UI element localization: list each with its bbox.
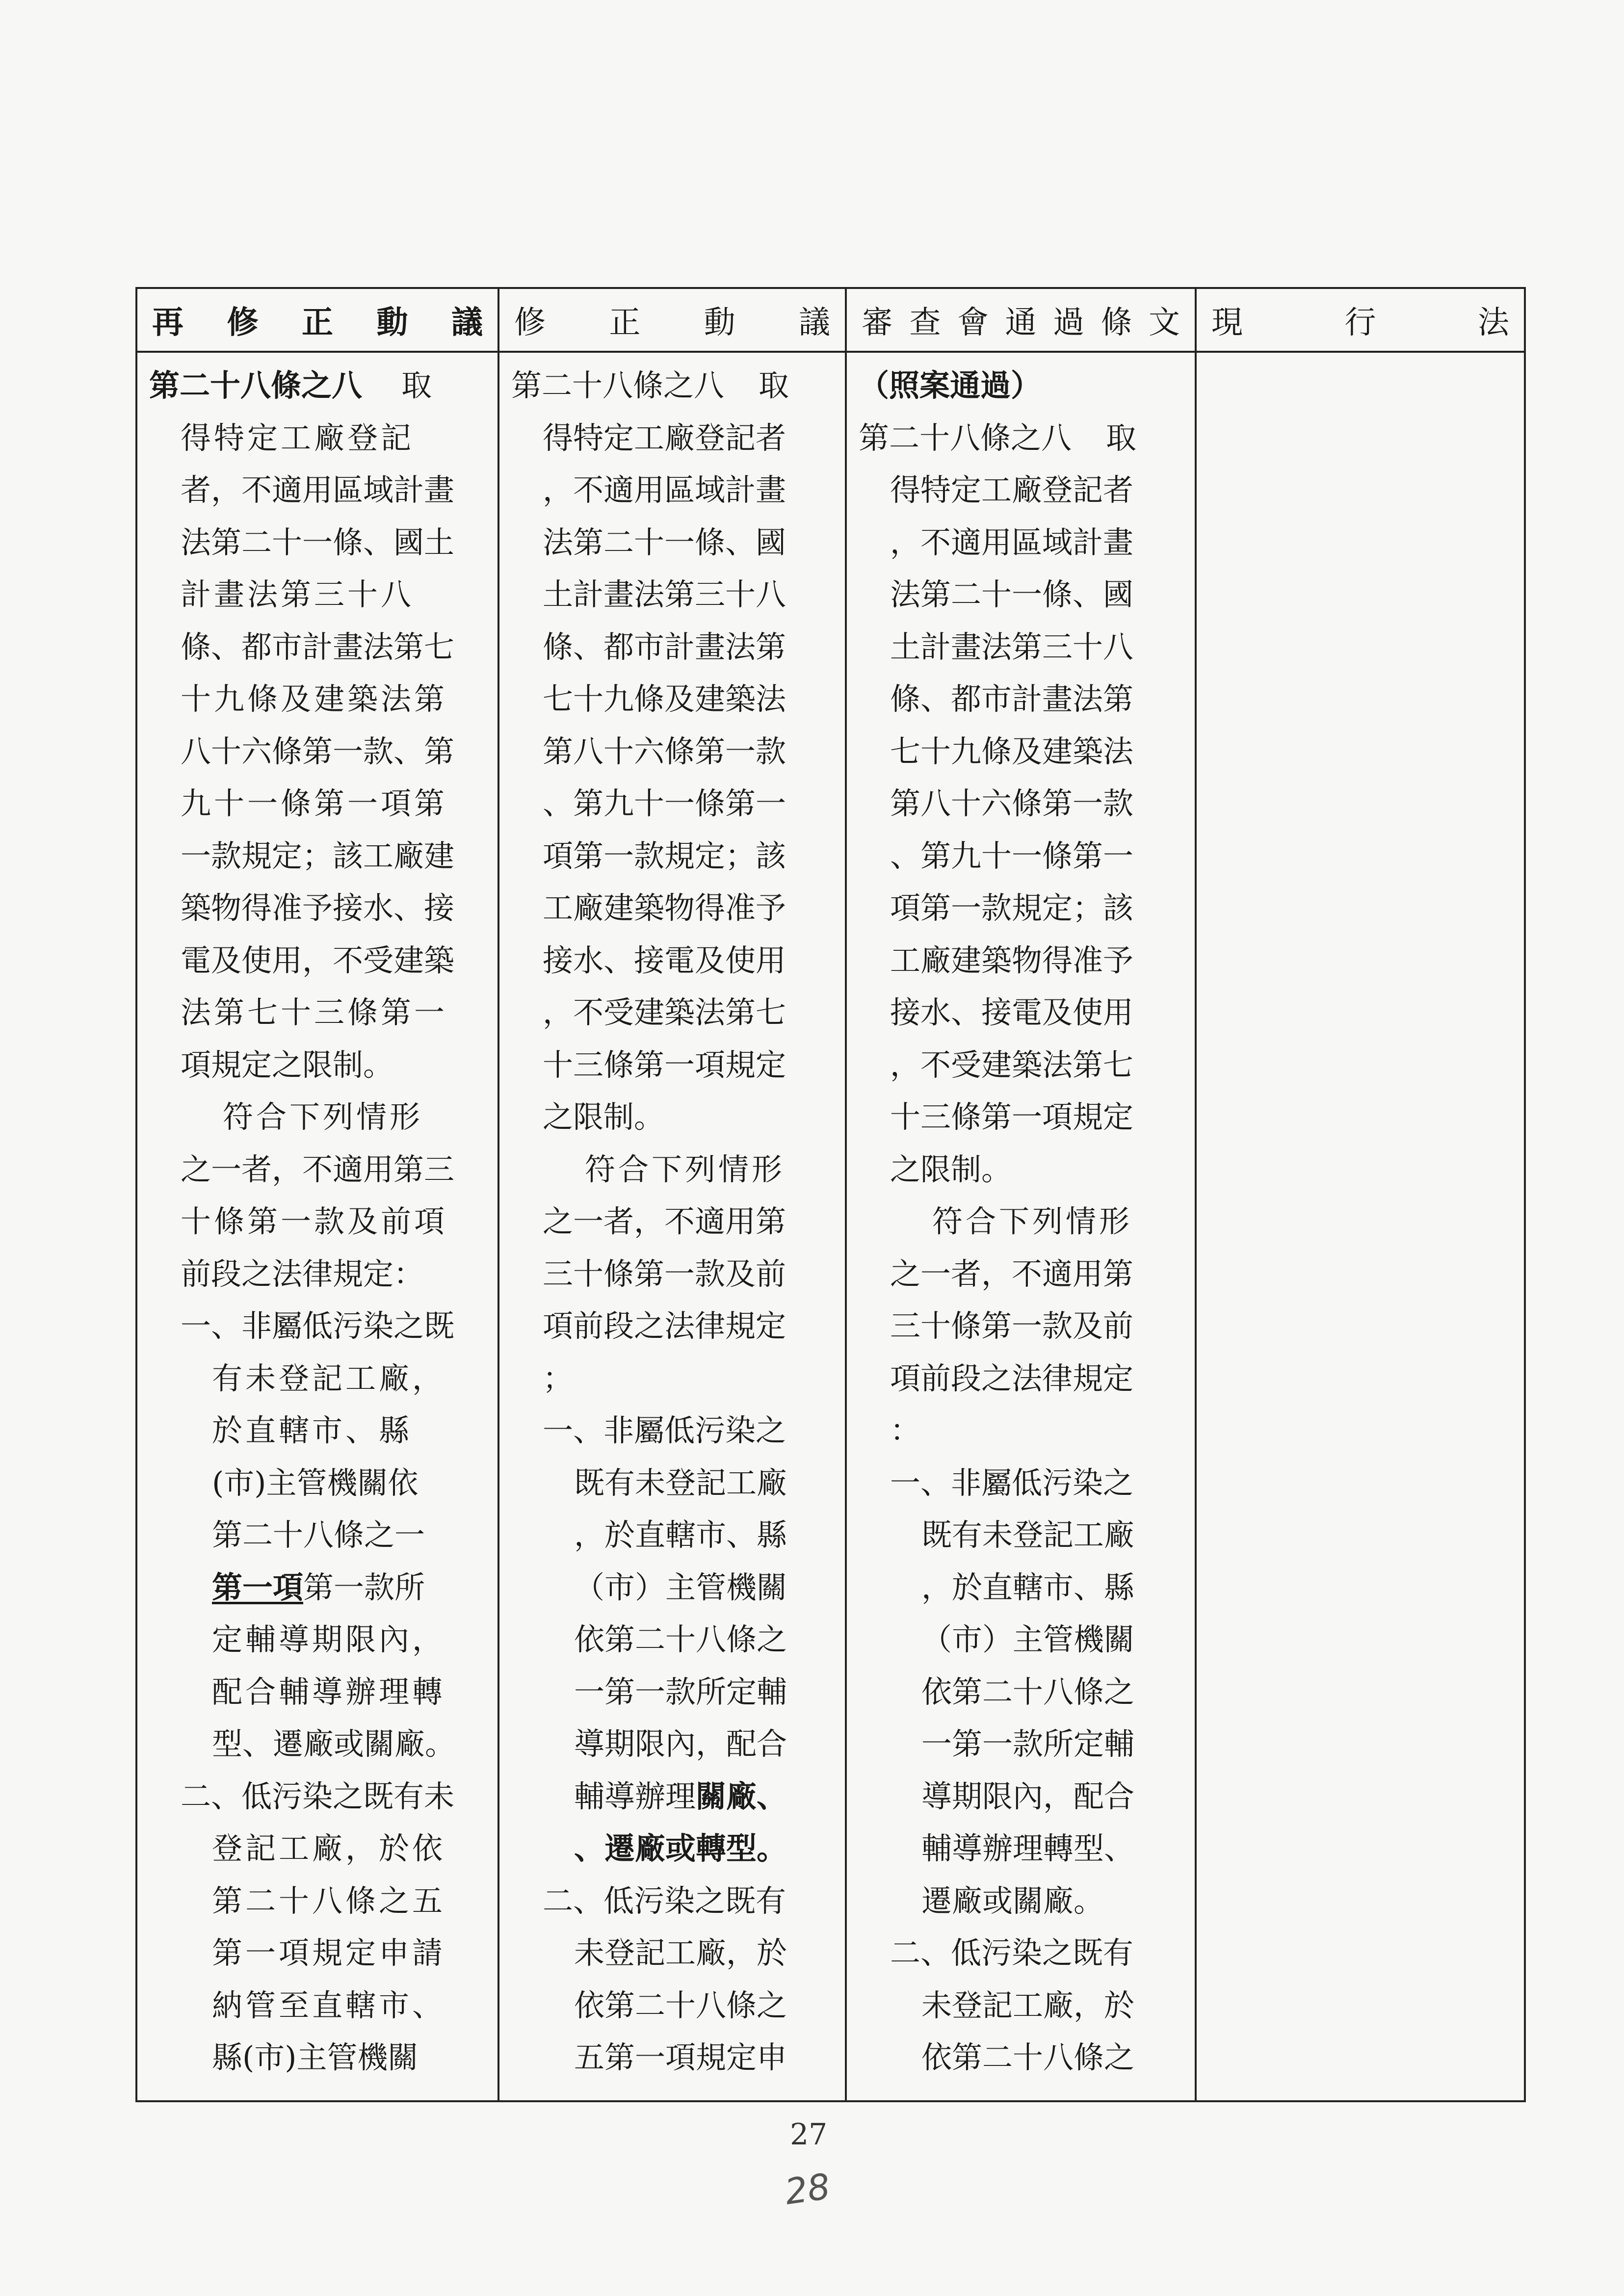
text-line: 七十九條及建築法 [543, 681, 786, 717]
text-line: （市）主管機關 [921, 1621, 1135, 1657]
text-line: 輔導辦理轉型、 [921, 1830, 1135, 1866]
col-committee-text [846, 352, 1196, 2101]
text-line: 七十九條及建築法 [890, 733, 1134, 769]
text-line: 條、都市計畫法第七 [181, 628, 455, 665]
text-line: 八十六條第一款、第 [181, 733, 455, 769]
text-line: 法第二十一條、國 [543, 524, 786, 560]
text-line: 第八十六條第一款 [890, 785, 1134, 821]
list-item-1: 一、非屬低污染之既 [181, 1308, 455, 1344]
text-line: 法第二十一條、國土 [181, 524, 455, 560]
text-line: ，於直轄市、縣 [574, 1517, 787, 1553]
article-title-tail: 取 [401, 367, 432, 403]
text-line: 項規定之限制。 [181, 1046, 394, 1083]
text-line: 五第一項規定申 [574, 2039, 787, 2075]
text-line: ，於直轄市、縣 [921, 1569, 1135, 1605]
text-line: 依第二十八條之 [921, 2039, 1135, 2075]
text-line: 法第二十一條、國 [890, 576, 1134, 612]
bold-amendment: 關廠、 [696, 1778, 787, 1814]
text-line: 、第九十一條第一 [890, 837, 1134, 874]
text-line: ，不受建築法第七 [543, 994, 786, 1030]
text-line: 一款規定；該工廠建 [181, 837, 455, 874]
text-line: 未登記工廠，於 [574, 1935, 787, 1971]
text-line: 縣(市)主管機關 [212, 2039, 419, 2075]
article-title-tail: 取 [1106, 419, 1137, 456]
text-line: 者，不適用區域計畫 [181, 472, 455, 508]
article-title-line [511, 360, 833, 412]
col-revised-motion [136, 352, 498, 2101]
text-line: 項前段之法律規定 [543, 1308, 786, 1344]
text-line: 登記工廠，於依 [212, 1830, 446, 1866]
text-line: 配合輔導辦理轉 [212, 1673, 446, 1710]
text-line: 一第一款所定輔 [921, 1726, 1135, 1762]
text-line: 依第二十八條之 [574, 1987, 787, 2023]
text-line: 之一者，不適用第三 [181, 1151, 455, 1187]
text-line: ： [890, 1412, 921, 1448]
header-row [136, 288, 1525, 352]
text-line: ，不適用區域計畫 [543, 472, 786, 508]
text-line: 項第一款規定；該 [890, 890, 1134, 926]
header-revised-motion: 再修正動議 [136, 288, 498, 352]
article-title-line [859, 412, 1183, 465]
text-line: 三十條第一款及前 [543, 1255, 786, 1292]
list-item-2: 二、低污染之既有未 [181, 1778, 455, 1814]
text-line: 九十一條第一項第 [181, 785, 448, 821]
text-line: 第八十六條第一款 [543, 733, 786, 769]
text-line: ，不適用區域計畫 [890, 524, 1134, 560]
article-title-tail: 取 [759, 367, 789, 403]
text-line: 土計畫法第三十八 [543, 576, 786, 612]
text-line: 項前段之法律規定 [890, 1360, 1134, 1396]
text-line: 未登記工廠，於 [921, 1987, 1135, 2023]
list-item-2: 二、低污染之既有 [890, 1935, 1134, 1971]
text-line: 工廠建築物得准予 [890, 942, 1134, 978]
text-line: 之限制。 [890, 1151, 1012, 1187]
list-item-2: 二、低污染之既有 [543, 1882, 786, 1919]
text-line: 三十條第一款及前 [890, 1308, 1134, 1344]
text-line: 型、遷廠或關廠。 [212, 1726, 456, 1762]
article-title: 第二十八條之八 [859, 419, 1072, 456]
col-current-law [1196, 352, 1525, 2101]
text-line: 第二十八條之一 [212, 1517, 425, 1553]
text-line: 納管至直轄市、 [212, 1987, 446, 2023]
text-line: 十條第一款及前項 [181, 1203, 448, 1239]
text-line: 得特定工廠登記者 [543, 419, 786, 456]
text-line: 之一者，不適用第 [543, 1203, 786, 1239]
text-line: 項第一款規定；該 [543, 837, 786, 874]
header-amendment-motion: 修正動議 [498, 288, 846, 352]
text-line: 條、都市計畫法第 [543, 628, 786, 665]
text-line: 計畫法第三十八 [181, 576, 415, 612]
handwritten-page-number: 28 [782, 2166, 833, 2213]
text-line: （市）主管機關 [574, 1569, 787, 1605]
header-current-law: 現行法 [1196, 288, 1525, 352]
text-line-underlined: 第一項第一款所 [212, 1569, 425, 1605]
text-line: 之一者，不適用第 [890, 1255, 1134, 1292]
text-line: 工廠建築物得准予 [543, 890, 786, 926]
text-line: ，不受建築法第七 [890, 1046, 1134, 1083]
comparison-table [135, 287, 1526, 2102]
article-title-line [149, 360, 486, 412]
article-title: 第二十八條之八 [149, 367, 363, 403]
text-line: 之限制。 [543, 1099, 665, 1135]
text-line: 一第一款所定輔 [574, 1673, 787, 1710]
text-line: 導期限內，配合 [921, 1778, 1135, 1814]
text-line-bold: 輔導辦理關廠、 [574, 1778, 787, 1814]
text-line: 第一項規定申請 [212, 1935, 446, 1971]
text-line: 得特定工廠登記 [181, 419, 415, 456]
text-line: 既有未登記工廠 [574, 1464, 787, 1501]
text-line: 十三條第一項規定 [543, 1046, 786, 1083]
content-row [136, 352, 1525, 2101]
text-line: 十三條第一項規定 [890, 1099, 1134, 1135]
text-line: 有未登記工廠， [212, 1360, 446, 1396]
col-amendment-motion [498, 352, 846, 2101]
text-line: 得特定工廠登記者 [890, 472, 1134, 508]
text-line: 十九條及建築法第 [181, 681, 448, 717]
header-committee-text: 審查會通過條文 [846, 288, 1196, 352]
article-title: 第二十八條之八 [511, 367, 725, 403]
text-line: 遷廠或關廠。 [921, 1882, 1104, 1919]
text-line: 依第二十八條之 [574, 1621, 787, 1657]
text-line: 前段之法律規定： [181, 1255, 424, 1292]
text-line: 符合下列情形 [585, 1151, 786, 1187]
list-item-1: 一、非屬低污染之 [543, 1412, 786, 1448]
text-line: 接水、接電及使用 [890, 994, 1134, 1030]
list-item-1: 一、非屬低污染之 [890, 1464, 1134, 1501]
text-line: 條、都市計畫法第 [890, 681, 1134, 717]
text-line: 於直轄市、縣 [212, 1412, 413, 1448]
text-line: 第二十八條之五 [212, 1882, 446, 1919]
text-line: ； [543, 1360, 574, 1396]
text-line: 土計畫法第三十八 [890, 628, 1134, 665]
text-line: 導期限內，配合 [574, 1726, 787, 1762]
text-line: 電及使用，不受建築 [181, 942, 455, 978]
text-line: 法第七十三條第一 [181, 994, 448, 1030]
text-line: 接水、接電及使用 [543, 942, 786, 978]
text-line: 、第九十一條第一 [543, 785, 786, 821]
bold-amendment-line: 、遷廠或轉型。 [574, 1830, 787, 1866]
text-line: 符合下列情形 [223, 1099, 423, 1135]
text-line: 既有未登記工廠 [921, 1517, 1135, 1553]
text-line: 築物得准予接水、接 [181, 890, 455, 926]
text-line: 依第二十八條之 [921, 1673, 1135, 1710]
text-line: (市)主管機關依 [212, 1464, 419, 1501]
text-line: 符合下列情形 [932, 1203, 1133, 1239]
text-line: 定輔導期限內， [212, 1621, 446, 1657]
underlined-amendment: 第一項 [212, 1569, 304, 1605]
page-number: 27 [790, 2117, 828, 2152]
approval-note: （照案通過） [859, 367, 1042, 403]
